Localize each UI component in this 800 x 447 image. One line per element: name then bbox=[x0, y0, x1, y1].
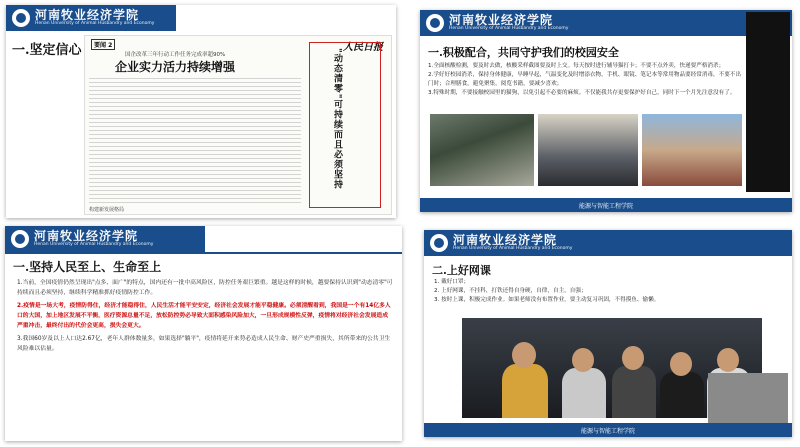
student-head bbox=[622, 346, 644, 370]
student-head bbox=[670, 352, 692, 376]
slide-banner bbox=[424, 230, 792, 256]
slide-2 bbox=[420, 10, 792, 212]
slide-footer bbox=[424, 423, 792, 437]
newspaper-section: 要闻 2 bbox=[91, 39, 115, 50]
video-overlay-panel bbox=[746, 12, 790, 192]
slide-4 bbox=[424, 230, 792, 437]
school-name-en: Henan University of Animal Husbandry and Economy bbox=[35, 21, 155, 26]
paragraph: 3.我国60岁及以上人口达2.67亿，老年人群体数量多，如果选择"躺平"，疫情将延开来势必造成人民生命、财产史严重损失，其所带来的公共卫生风险难以估量。 bbox=[17, 336, 391, 352]
slide-3 bbox=[5, 226, 402, 441]
student-head bbox=[572, 348, 594, 372]
slide-footer bbox=[420, 198, 792, 212]
school-name-en: Henan University of Animal Husbandry and Economy bbox=[453, 246, 573, 251]
student-figure bbox=[562, 368, 606, 418]
school-logo-icon bbox=[426, 14, 444, 32]
school-name-en: Henan University of Animal Husbandry and Economy bbox=[34, 242, 154, 247]
student-figure bbox=[612, 366, 656, 418]
paragraph: 2.疫情是一场大考，疫情防得住，经济才能稳得住，人民生活才能平安安定，经济社会发展才能平稳健康。必须清醒看到，我国是一个有14亿多人口的大国，加上地区发展不平衡，医疗资源总量不足，放松防控势必导致大面积感染风险加大，一旦形成规模性反弹，疫情将对经济社会发展造成严重冲击，最终付出的代价会更高，损失会更大。 bbox=[17, 303, 391, 329]
student-head bbox=[717, 348, 739, 372]
photo-campus-building bbox=[642, 114, 742, 186]
paragraph: 1.全面核酸检测，要及时去做，核酸采样截图要及时上交。每天按时进行辅导猫打卡；不要不点外卖，快递要严格消杀； bbox=[428, 63, 725, 69]
school-name: 河南牧业经济学院 bbox=[34, 229, 139, 243]
slide-title: 一.坚持人民至上、生命至上 bbox=[13, 260, 162, 274]
paragraph: 2.学好好校园消杀，保持身体健康，早睡早起，气温变化及时增添衣物，手机、眼镜、笔记本等常用物品要经常消毒，不要不出门时；合理膳食，避免聚集，阅览书籍，要减少喜欢； bbox=[428, 72, 741, 87]
paragraph: 3.特殊时期，不要接触校园里的猫狗，以免引起不必要的麻烦。不仅能我共存更要保护好自己，同时下一个月先注意没有了。 bbox=[428, 90, 736, 96]
school-logo-icon bbox=[11, 230, 29, 248]
school-name: 河南牧业经济学院 bbox=[449, 13, 554, 27]
school-logo-icon bbox=[12, 9, 30, 27]
slide-title: 一.积极配合，共同守护我们的校园安全 bbox=[428, 46, 619, 59]
newspaper-subhead: 构建新发展格局 bbox=[89, 207, 125, 213]
slide-banner bbox=[6, 5, 176, 31]
newspaper-clipping bbox=[84, 35, 392, 215]
banner-rule bbox=[5, 252, 402, 254]
slide-banner bbox=[420, 10, 792, 36]
redacted-video-tile bbox=[708, 373, 788, 429]
photo-vehicle-interior bbox=[538, 114, 638, 186]
newspaper-headline: 企业实力活力持续增强 bbox=[115, 60, 236, 74]
photo-campus-testing bbox=[430, 114, 534, 186]
school-name: 河南牧业经济学院 bbox=[35, 8, 140, 22]
slide-title: 一.坚定信心 bbox=[12, 43, 82, 58]
paragraph: 3. 按时上课，积极完成作业。如果老师没有布置作业，要主动复习巩固，不得摸鱼、偷懒。 bbox=[434, 297, 660, 303]
school-logo-icon bbox=[430, 234, 448, 252]
newspaper-highlight-box bbox=[309, 42, 381, 208]
newspaper-masthead: 人民日报 bbox=[343, 42, 383, 53]
slide-body bbox=[434, 278, 782, 305]
slide-banner bbox=[5, 226, 205, 252]
college-name: 能源与智能工程学院 bbox=[578, 202, 633, 210]
school-name: 河南牧业经济学院 bbox=[453, 233, 558, 247]
college-name: 能源与智能工程学院 bbox=[580, 427, 635, 435]
newspaper-columns bbox=[89, 78, 301, 203]
paragraph: 2. 上好网课，不挂科，打铁还得自身硬，自律，自主，自强； bbox=[434, 288, 587, 294]
school-name-en: Henan University of Animal Husbandry and Economy bbox=[449, 26, 569, 31]
slide-title: 二.上好网课 bbox=[432, 264, 491, 277]
student-head bbox=[512, 342, 536, 368]
slide-1 bbox=[6, 5, 396, 218]
newspaper-kicker: 国企改革三年行动工作任务完成率超90% bbox=[125, 52, 226, 58]
paragraph: 1.当前，全国疫情仍然呈现出"点多、面广"的特点，国内还有一批中高风险区，防控任务艰巨繁重。越是这样的时候，越要保持认识到"动态清零"可持续而且必须坚持，继续科学精准抓好疫情防控工作。 bbox=[17, 280, 393, 296]
slide-body bbox=[17, 278, 393, 354]
slide-body bbox=[428, 62, 746, 98]
newspaper-vertical-headline: "动态清零"可持续而且必须坚持 bbox=[332, 48, 342, 190]
paragraph: 1. 戴好口罩； bbox=[434, 279, 470, 285]
student-figure bbox=[502, 364, 548, 418]
student-figure bbox=[660, 372, 704, 418]
